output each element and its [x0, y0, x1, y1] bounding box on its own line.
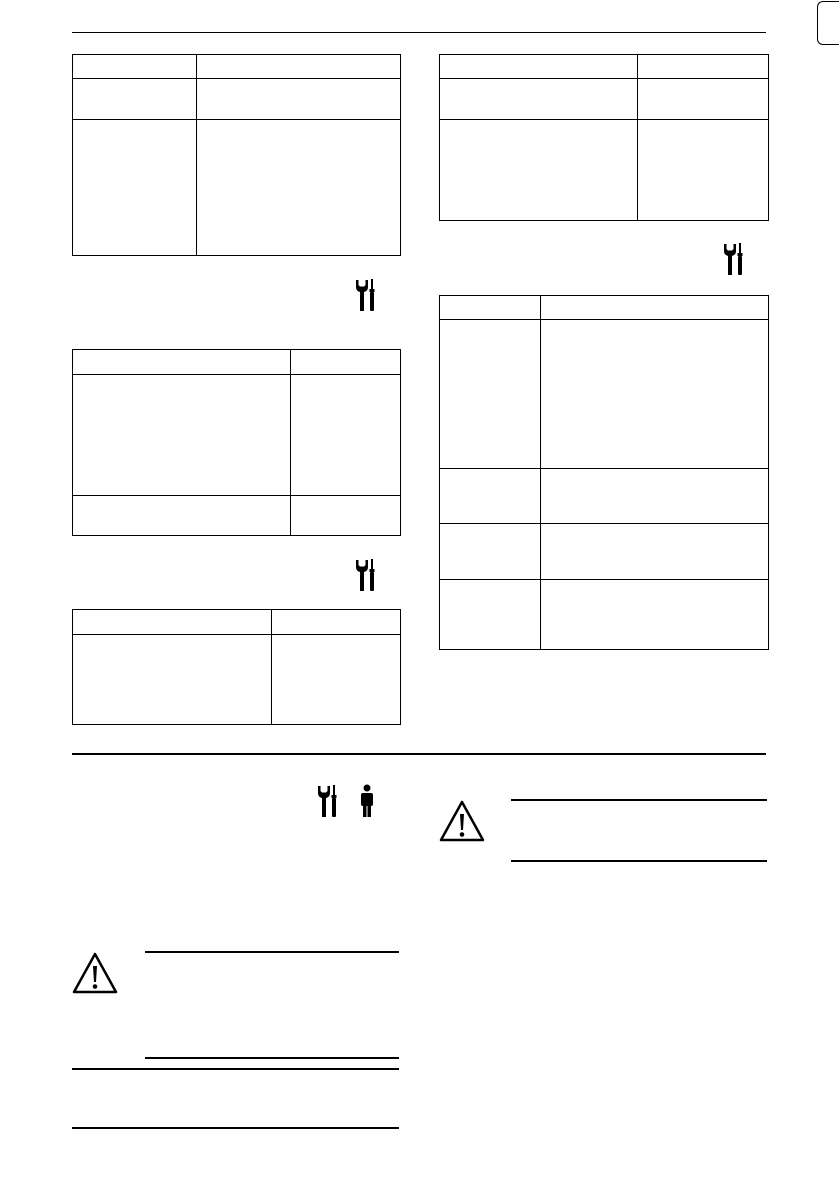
person-icon [357, 784, 377, 818]
table-row [73, 496, 401, 536]
header-rule [72, 32, 766, 33]
warning-rule-bottom [511, 860, 767, 862]
table-row [73, 79, 401, 120]
table-2 [72, 349, 401, 536]
table-row [73, 375, 401, 496]
table-row [440, 580, 769, 650]
table-row [440, 320, 769, 469]
page-edge-tab [817, 1, 839, 45]
warning-rule-bottom [145, 1057, 399, 1059]
table-row [440, 55, 769, 79]
table-row [440, 120, 769, 221]
table-row [73, 55, 401, 79]
table-5 [439, 295, 769, 650]
table-row [73, 635, 401, 725]
table-1 [72, 54, 401, 256]
table-4 [439, 54, 769, 221]
table-row [440, 469, 769, 524]
section-divider [72, 753, 766, 755]
table-row [440, 296, 769, 320]
warning-rule-top [511, 799, 767, 801]
warning-icon [72, 952, 118, 994]
warning-rule-top [145, 951, 399, 953]
tools-icon [722, 242, 746, 276]
tools-icon [354, 558, 378, 592]
table-row [440, 79, 769, 120]
table-3 [72, 609, 401, 725]
tools-icon [316, 784, 340, 818]
note-rule-bottom [72, 1127, 399, 1129]
table-row [73, 610, 401, 635]
note-rule-top [72, 1068, 399, 1070]
table-row [73, 350, 401, 375]
tools-icon [354, 278, 378, 312]
warning-icon [439, 800, 485, 842]
table-row [440, 524, 769, 580]
table-row [73, 120, 401, 256]
